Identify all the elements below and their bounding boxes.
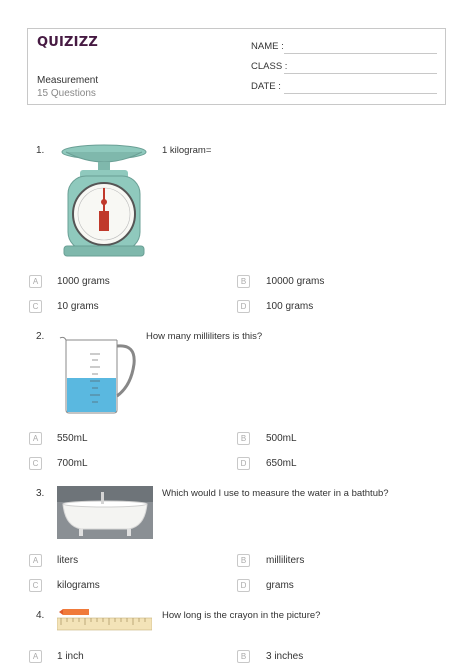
name-label: NAME :: [251, 41, 284, 52]
question-number: 1.: [36, 145, 45, 156]
option-letter-d[interactable]: D: [237, 579, 250, 592]
option-text[interactable]: 1000 grams: [57, 276, 110, 287]
option-text[interactable]: 100 grams: [266, 301, 314, 312]
question-count: 15 Questions: [37, 88, 96, 99]
worksheet-title: Measurement: [37, 75, 99, 86]
question-number: 4.: [36, 610, 45, 621]
option-letter-d[interactable]: D: [237, 300, 250, 313]
option-letter-c[interactable]: C: [29, 579, 42, 592]
option-text[interactable]: 550mL: [57, 433, 88, 444]
date-field[interactable]: [284, 93, 437, 94]
option-text[interactable]: grams: [266, 580, 294, 591]
option-text[interactable]: 10 grams: [57, 301, 99, 312]
option-text[interactable]: milliliters: [266, 555, 305, 566]
option-text[interactable]: 1 inch: [57, 651, 84, 662]
question-text: How many milliliters is this?: [146, 331, 263, 342]
option-text[interactable]: kilograms: [57, 580, 100, 591]
option-letter-a[interactable]: A: [29, 275, 42, 288]
quizizz-logo: QUIZIZZ: [37, 35, 98, 50]
option-text[interactable]: 3 inches: [266, 651, 304, 662]
kitchen-scale-icon: [58, 142, 151, 260]
date-label: DATE :: [251, 81, 281, 92]
option-letter-c[interactable]: C: [29, 457, 42, 470]
option-text[interactable]: 10000 grams: [266, 276, 325, 287]
option-text[interactable]: liters: [57, 555, 79, 566]
option-letter-a[interactable]: A: [29, 432, 42, 445]
class-label: CLASS :: [251, 61, 288, 72]
option-letter-a[interactable]: A: [29, 554, 42, 567]
question-text: How long is the crayon in the picture?: [162, 610, 321, 621]
question-number: 2.: [36, 331, 45, 342]
option-text[interactable]: 700mL: [57, 458, 88, 469]
question-text: 1 kilogram=: [162, 145, 212, 156]
option-text[interactable]: 650mL: [266, 458, 297, 469]
option-letter-b[interactable]: B: [237, 554, 250, 567]
crayon-ruler-icon: [57, 608, 152, 632]
measuring-jug-icon: [56, 334, 138, 416]
question-text: Which would I use to measure the water in a bathtub?: [162, 488, 389, 499]
option-letter-b[interactable]: B: [237, 275, 250, 288]
worksheet-header: [27, 28, 446, 105]
name-field[interactable]: [284, 53, 437, 54]
option-text[interactable]: 500mL: [266, 433, 297, 444]
option-letter-c[interactable]: C: [29, 300, 42, 313]
question-number: 3.: [36, 488, 45, 499]
bathtub-icon: [57, 486, 153, 539]
class-field[interactable]: [284, 73, 437, 74]
option-letter-d[interactable]: D: [237, 457, 250, 470]
option-letter-b[interactable]: B: [237, 432, 250, 445]
option-letter-b[interactable]: B: [237, 650, 250, 663]
option-letter-a[interactable]: A: [29, 650, 42, 663]
